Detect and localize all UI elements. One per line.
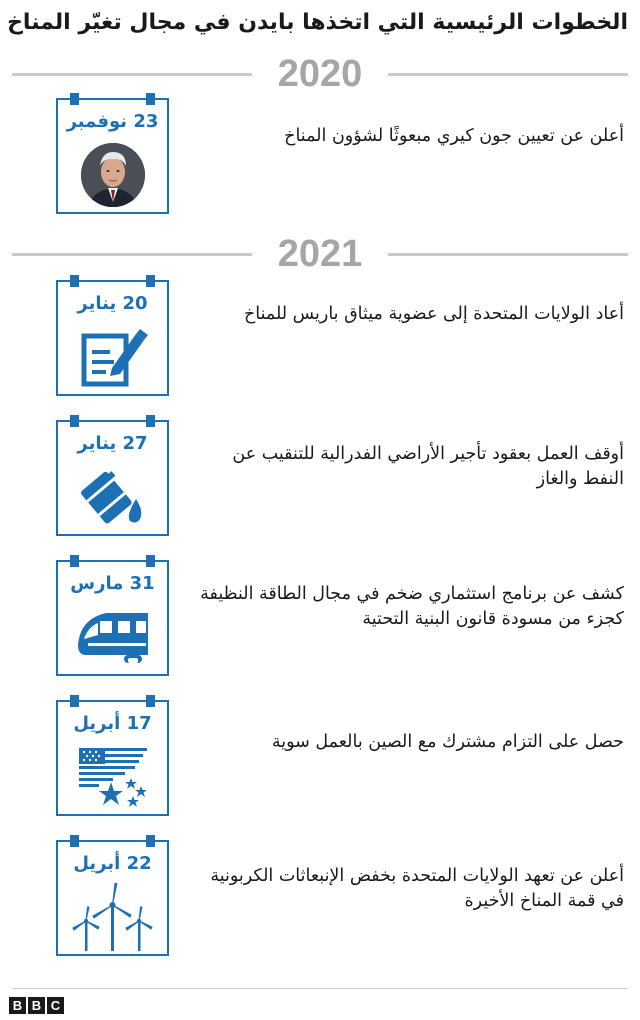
calendar-ring [146, 275, 155, 287]
calendar-ring [70, 415, 79, 427]
timeline-event [0, 280, 640, 398]
year-divider-2021 [12, 234, 628, 274]
event-description: أعلن عن تعهد الولايات المتحدة بخفض الإنبعاثات الكربونية في قمة المناخ الأخيرة [210, 866, 624, 911]
calendar-card [56, 700, 169, 816]
event-date: 23 نوفمبر [66, 111, 159, 132]
event-date: 17 أبريل [73, 713, 152, 734]
event-description: كشف عن برنامج استثماري ضخم في مجال الطاقة النظيفة كجزء من مسودة قانون البنية التحتية [200, 584, 624, 629]
year-divider-2020 [12, 54, 628, 94]
calendar-ring [146, 93, 155, 105]
calendar-card [56, 280, 169, 396]
calendar-ring [146, 415, 155, 427]
logo-letter: B [9, 997, 26, 1014]
event-date: 31 مارس [70, 573, 155, 594]
timeline-event [0, 420, 640, 538]
calendar-card [56, 560, 169, 676]
event-date: 27 يناير [77, 433, 148, 454]
event-description: أعاد الولايات المتحدة إلى عضوية ميثاق باريس للمناخ [243, 304, 624, 324]
wind-turbines-icon [58, 882, 167, 952]
bbc-logo [9, 997, 64, 1014]
event-date: 22 أبريل [73, 853, 152, 874]
calendar-ring [146, 835, 155, 847]
year-label: 2021 [277, 233, 363, 275]
calendar-ring [70, 275, 79, 287]
timeline-event [0, 98, 640, 216]
year-label: 2020 [277, 53, 363, 95]
document-signing-icon [58, 322, 167, 392]
event-date: 20 يناير [77, 293, 148, 314]
us-china-flags-icon [58, 742, 167, 812]
calendar-ring [70, 835, 79, 847]
timeline-event [0, 700, 640, 818]
portrait-icon [58, 140, 167, 210]
calendar-ring [146, 555, 155, 567]
calendar-card [56, 98, 169, 214]
page-title: الخطوات الرئيسية التي اتخذها بايدن في مجال تغيّر المناخ [7, 10, 628, 35]
event-description: أعلن عن تعيين جون كيري مبعوثًا لشؤون المناخ [284, 126, 624, 146]
logo-letter: B [28, 997, 45, 1014]
timeline-event [0, 560, 640, 678]
calendar-card [56, 420, 169, 536]
calendar-ring [146, 695, 155, 707]
footer-divider [12, 988, 628, 989]
calendar-card [56, 840, 169, 956]
event-description: أوقف العمل بعقود تأجير الأراضي الفدرالية للتنقيب عن النفط والغاز [232, 444, 624, 489]
event-description: حصل على التزام مشترك مع الصين بالعمل سوية [271, 732, 624, 752]
train-icon [58, 602, 167, 672]
calendar-ring [70, 555, 79, 567]
timeline-event [0, 840, 640, 958]
calendar-ring [70, 93, 79, 105]
oil-barrel-drop-icon [58, 462, 167, 532]
calendar-ring [70, 695, 79, 707]
logo-letter: C [47, 997, 64, 1014]
